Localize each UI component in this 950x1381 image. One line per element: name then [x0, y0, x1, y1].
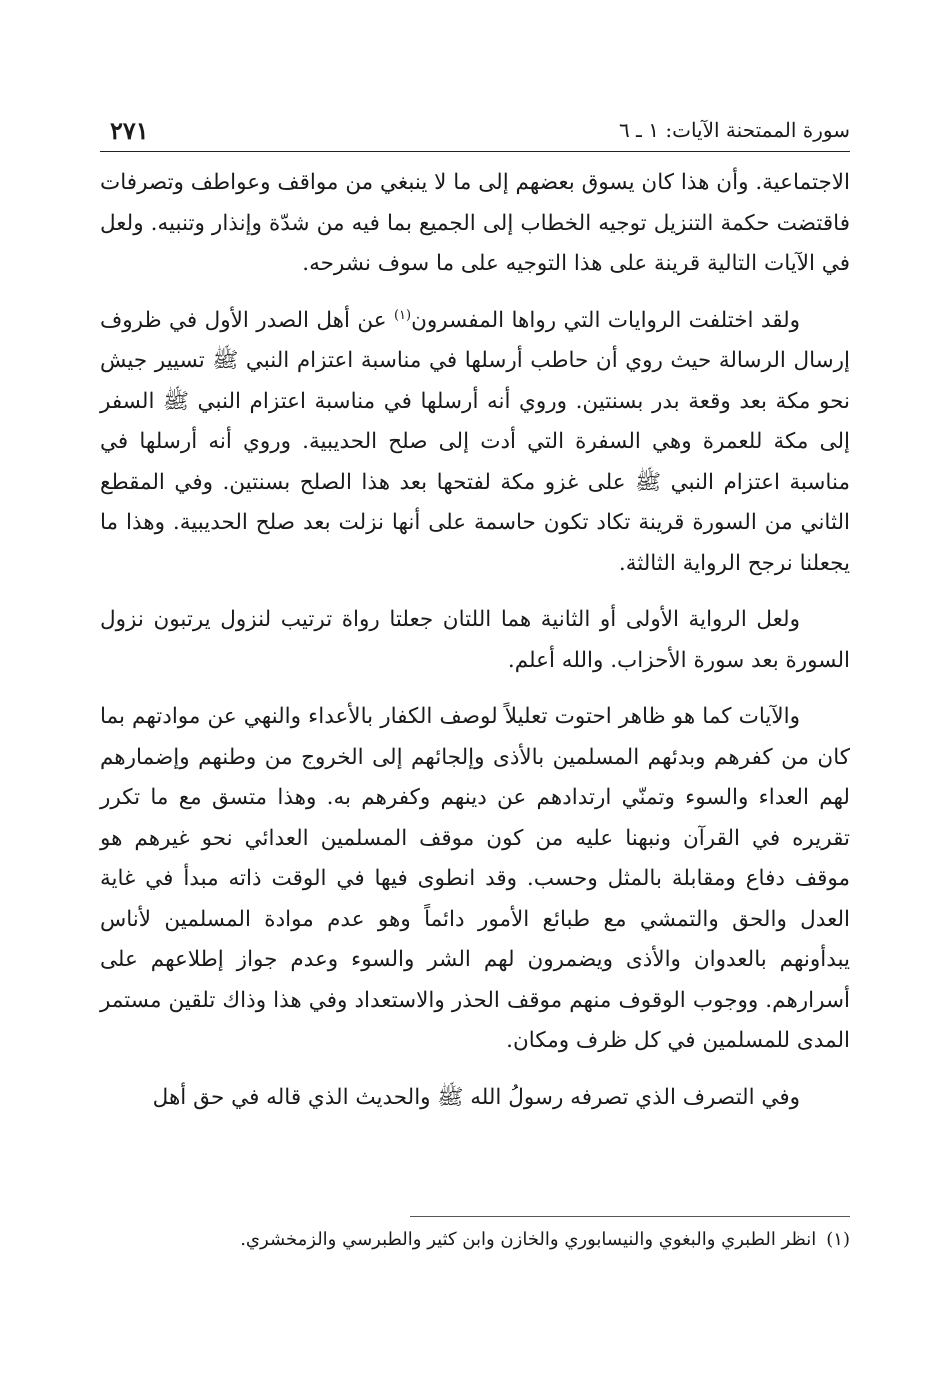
- paragraph-4: والآيات كما هو ظاهر احتوت تعليلاً لوصف الكفار بالأعداء والنهي عن موادتهم بما كان من كفرهم وبدئهم المسلمين بالأذى وإلجائهم إلى الخروج من وطنهم وإضمارهم لهم العداء والسوء وتمنّي ارتدادهم عن دينهم وكفرهم به. وهذا متسق مع ما تكرر تقريره في القرآن ونبهنا عليه من كون موقف المسلمين العدائي نحو غيرهم هو موقف دفاع ومقابلة بالمثل وحسب. وقد انطوى فيها في الوقت ذاته مبدأ في غاية العدل والحق والتمشي مع طبائع الأمور دائماً وهو عدم موادة المسلمين لأناس يبدأونهم بالعدوان والأذى ويضمرون لهم الشر والسوء وعدم جواز إطلاعهم على أسرارهم. ووجوب الوقوف منهم موقف الحذر والاستعداد وفي هذا وذاك تلقين مستمر المدى للمسلمين في كل ظرف ومكان.: [100, 704, 850, 1053]
- footnote-text: انظر الطبري والبغوي والنيسابوري والخازن وابن كثير والطبرسي والزمخشري.: [240, 1229, 817, 1250]
- footnote: [100, 1225, 850, 1255]
- footnote-reference: (١): [393, 307, 412, 323]
- footnote-divider: [410, 1216, 850, 1217]
- paragraph-5: وفي التصرف الذي تصرفه رسولُ الله ﷺ والحديث الذي قاله في حق أهل: [152, 1084, 800, 1110]
- body-text: [100, 163, 850, 1118]
- paragraph-3: ولعل الرواية الأولى أو الثانية هما اللتان جعلتا رواة ترتيب لنزول يرتبون نزول السورة بعد سورة الأحزاب. والله أعلم.: [100, 607, 850, 673]
- running-head: [100, 112, 850, 152]
- paragraph-1: الاجتماعية. وأن هذا كان يسوق بعضهم إلى ما لا ينبغي من مواقف وعواطف وتصرفات فاقتضت حكمة التنزيل توجيه الخطاب إلى الجميع بما فيه من شدّة وإنذار وتنبيه. ولعل في الآيات التالية قرينة على هذا التوجيه على ما سوف نشرحه.: [100, 170, 850, 276]
- page-title: سورة الممتحنة الآيات: ١ ـ ٦: [618, 118, 850, 142]
- paragraph-2: [100, 301, 850, 585]
- footnote-number: (١): [826, 1229, 850, 1250]
- paragraph-2-text-start: ولقد اختلفت الروايات التي رواها المفسرون: [411, 307, 800, 333]
- page-number: ٢٧١: [110, 116, 149, 145]
- header-divider: [100, 151, 850, 152]
- paragraph-2-text-end: عن أهل الصدر الأول في ظروف إرسال الرسالة حيث روي أن حاطب أرسلها في مناسبة اعتزام النبي ﷺ تسيير جيش نحو مكة بعد وقعة بدر بسنتين. وروي أنه أرسلها في مناسبة اعتزام النبي ﷺ السفر إلى مكة للعمرة وهي السفرة التي أدت إلى صلح الحديبية. وروي أنه أرسلها في مناسبة اعتزام النبي ﷺ على غزو مكة لفتحها بعد هذا الصلح بسنتين. وفي المقطع الثاني من السورة قرينة تكاد تكون حاسمة على أنها نزلت بعد صلح الحديبية. وهذا ما يجعلنا نرجح الرواية الثالثة.: [100, 307, 850, 576]
